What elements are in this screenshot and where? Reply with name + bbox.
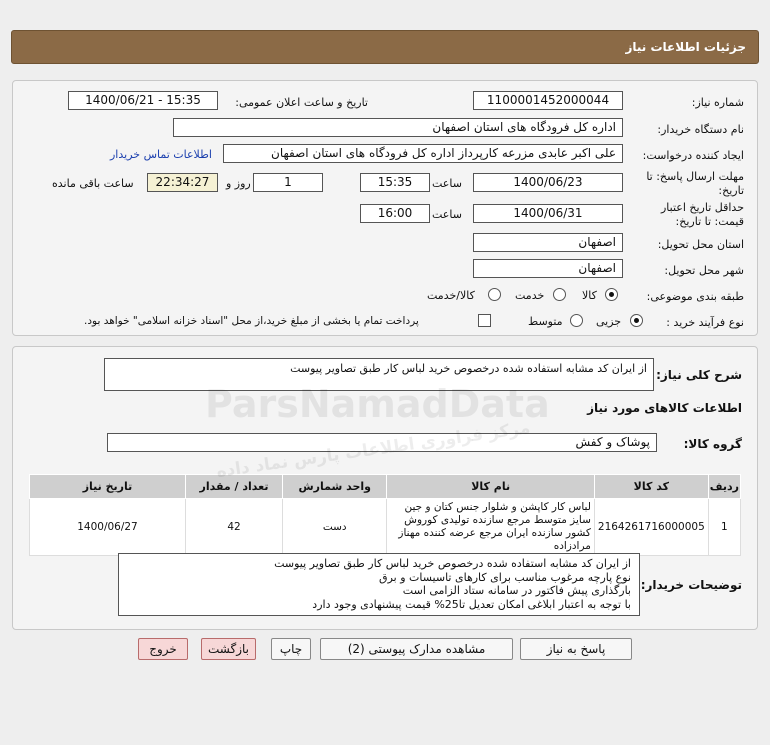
province-field: اصفهان — [473, 233, 623, 252]
category-radio-goods[interactable] — [605, 288, 618, 301]
buyer-contact-link[interactable]: اطلاعات تماس خریدار — [110, 148, 212, 161]
col-header-name: نام کالا — [387, 475, 594, 499]
table-row — [30, 499, 741, 556]
goods-table-header-row — [30, 475, 741, 499]
goods-section-title: اطلاعات کالاهای مورد نیاز — [587, 401, 742, 415]
validity-time-label: ساعت — [432, 208, 462, 221]
reply-time-field: 15:35 — [360, 173, 430, 192]
buyer-notes-field — [118, 553, 640, 616]
description-field: از ایران کد مشابه استفاده شده درخصوص خرید لباس کار طبق تصاویر پیوست — [104, 358, 654, 391]
category-option-both: کالا/خدمت — [427, 289, 475, 302]
validity-label-2: قیمت: تا تاریخ: — [675, 215, 744, 228]
goods-group-field: پوشاک و کفش — [107, 433, 657, 452]
buyer-note-line: با توجه به اعتبار ابلاغی امکان تعدیل تا25% قیمت پیشنهادی وجود دارد — [312, 597, 631, 611]
col-header-qty: تعداد / مقدار — [185, 475, 282, 499]
announce-field: 1400/06/21 - 15:35 — [68, 91, 218, 110]
cell-row: 1 — [708, 499, 740, 556]
reply-time-label: ساعت — [432, 177, 462, 190]
back-button[interactable]: بازگشت — [201, 638, 256, 660]
creator-field: علی اکبر عابدی مزرعه کارپرداز اداره کل فرودگاه های استان اصفهان — [223, 144, 623, 163]
buyer-note-line: نوع پارچه مرغوب مناسب برای کارهای تاسیسات و برق — [379, 570, 631, 584]
remaining-label: ساعت باقی مانده — [52, 177, 134, 190]
creator-label: ایجاد کننده درخواست: — [642, 149, 744, 162]
need-number-label: شماره نیاز: — [691, 96, 744, 109]
treasury-note: پرداخت تمام یا بخشی از مبلغ خرید،از محل "اسناد خزانه اسلامی" خواهد بود. — [84, 315, 419, 327]
reply-button[interactable]: پاسخ به نیاز — [520, 638, 632, 660]
province-label: استان محل تحویل: — [657, 238, 744, 251]
col-header-unit: واحد شمارش — [283, 475, 387, 499]
col-header-code: کد کالا — [594, 475, 708, 499]
category-option-goods: کالا — [582, 289, 597, 302]
process-option-medium: متوسط — [528, 315, 563, 328]
attachments-button[interactable]: مشاهده مدارک پیوستی (2) — [320, 638, 513, 660]
remaining-time-field: 22:34:27 — [147, 173, 218, 192]
cell-qty: 42 — [185, 499, 282, 556]
buyer-org-label: نام دستگاه خریدار: — [657, 123, 744, 136]
validity-date-field: 1400/06/31 — [473, 204, 623, 223]
reply-date-field: 1400/06/23 — [473, 173, 623, 192]
col-header-row: ردیف — [708, 475, 740, 499]
announce-label: تاریخ و ساعت اعلان عمومی: — [235, 96, 368, 109]
process-option-minor: جزیی — [596, 315, 622, 328]
col-header-date: تاریخ نیاز — [30, 475, 186, 499]
process-label: نوع فرآیند خرید : — [666, 316, 744, 329]
validity-label: حداقل تاریخ اعتبار — [660, 201, 744, 214]
process-radio-medium[interactable] — [570, 314, 583, 327]
goods-group-label: گروه کالا: — [683, 437, 742, 451]
category-option-service: خدمت — [515, 289, 545, 302]
treasury-checkbox[interactable] — [478, 314, 491, 327]
validity-time-field: 16:00 — [360, 204, 430, 223]
buyer-notes-label: توضیحات خریدار: — [640, 578, 742, 592]
page-header: جزئیات اطلاعات نیاز — [11, 30, 759, 64]
exit-button[interactable]: خروج — [138, 638, 188, 660]
description-label: شرح کلی نیاز: — [656, 368, 742, 382]
cell-code: 2164261716000005 — [594, 499, 708, 556]
cell-date: 1400/06/27 — [30, 499, 186, 556]
reply-deadline-label: مهلت ارسال پاسخ: تا — [646, 170, 744, 183]
cell-name: لباس کار کاپشن و شلوار جنس کتان و جین سایز متوسط مرجع سازنده تولیدی کوروش کشور سازنده ایران مرجع عرضه کننده مهناز مرادزاده — [387, 499, 594, 556]
category-radio-both[interactable] — [488, 288, 501, 301]
days-label: روز و — [226, 177, 251, 190]
buyer-note-line: بارگذاری پیش فاکتور در سامانه ستاد الزامی است — [402, 584, 631, 597]
buyer-note-line: از ایران کد مشابه استفاده شده درخصوص خرید لباس کار طبق تصاویر پیوست — [274, 557, 631, 570]
days-field: 1 — [253, 173, 323, 192]
cell-unit: دست — [283, 499, 387, 556]
category-radio-service[interactable] — [553, 288, 566, 301]
need-number-field: 1100001452000044 — [473, 91, 623, 110]
city-field: اصفهان — [473, 259, 623, 278]
goods-table — [29, 474, 741, 556]
city-label: شهر محل تحویل: — [664, 264, 744, 277]
reply-deadline-label-2: تاریخ: — [718, 184, 744, 197]
process-radio-minor[interactable] — [630, 314, 643, 327]
buyer-org-field: اداره کل فرودگاه های استان اصفهان — [173, 118, 623, 137]
print-button[interactable]: چاپ — [271, 638, 311, 660]
category-label: طبقه بندی موضوعی: — [646, 290, 744, 303]
